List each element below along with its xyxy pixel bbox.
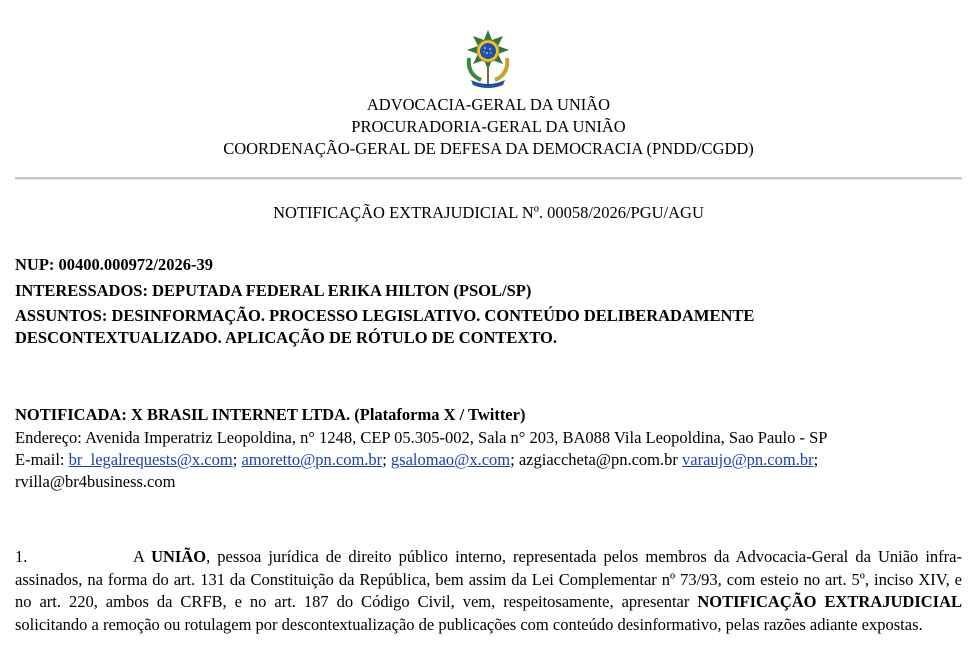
paragraph-notificacao-bold: NOTIFICAÇÃO EXTRAJUDICIAL [697, 592, 962, 611]
header-coordenacao-line: COORDENAÇÃO-GERAL DE DEFESA DA DEMOCRACIA (PNDD/CGDD) [223, 139, 754, 158]
notificada-emails [15, 449, 962, 471]
email-link-amoretto[interactable]: amoretto@pn.com.br [241, 450, 383, 469]
paragraph-uniao-bold: UNIÃO [151, 547, 207, 566]
email-link-varaujo[interactable]: varaujo@pn.com.br [682, 450, 814, 469]
paragraph-1 [15, 546, 962, 636]
header-divider [15, 177, 962, 180]
paragraph-text-1: , pessoa jurídica de direito público interno, representada pelos membros da Advocacia-Geral da União infra-assinados, na forma do art. 131 da Constituição da República, bem assim da Lei Complementar nº 73/93, com esteio no art. 5º, inciso XIV, e no art. 220, ambos da CRFB, e no art. 187 do Código Civil, vem, respeitosamente, apresentar [15, 547, 962, 611]
notification-title: NOTIFICAÇÃO EXTRAJUDICIAL Nº. 00058/2026/PGU/AGU [273, 203, 704, 222]
nup-line: NUP: 00400.000972/2026-39 [15, 255, 213, 274]
brazil-coat-of-arms-icon [457, 28, 519, 90]
header-agency-line: ADVOCACIA-GERAL DA UNIÃO [366, 95, 611, 114]
email-separator: ; [232, 450, 242, 469]
email-link-gsalomao[interactable]: gsalomao@x.com [390, 450, 511, 469]
paragraph-text-2: solicitando a remoção ou rotulagem por descontextualização de publicações com conteúdo desinformativo, pelas razões adiante expostas. [15, 614, 923, 634]
email-separator: ; [382, 450, 391, 469]
paragraph-number: 1. [15, 547, 28, 566]
email-separator: ; [510, 450, 519, 469]
email-label: E-mail: [15, 450, 69, 469]
assuntos-line-1: ASSUNTOS: DESINFORMAÇÃO. PROCESSO LEGISLATIVO. CONTEÚDO DELIBERADAMENTE [15, 306, 755, 325]
header-procuradoria-line: PROCURADORIA-GERAL DA UNIÃO [351, 117, 626, 136]
paragraph-text-a: A [133, 547, 152, 566]
email-text-rvilla: rvilla@br4business.com [15, 472, 176, 491]
notificada-address: Endereço: Avenida Imperatriz Leopoldina, n° 1248, CEP 05.305-002, Sala n° 203, BA088 Vila Leopoldina, Sao Paulo - SP [15, 428, 828, 447]
email-link-br-legalrequests[interactable]: br_legalrequests@x.com [68, 450, 233, 469]
assuntos-line-2: DESCONTEXTUALIZADO. APLICAÇÃO DE RÓTULO DE CONTEXTO. [15, 328, 557, 347]
notificada-title: NOTIFICADA: X BRASIL INTERNET LTDA. (Plataforma X / Twitter) [15, 405, 526, 424]
email-text-azgiaccheta: azgiaccheta@pn.com.br [518, 450, 678, 469]
interessados-line: INTERESSADOS: DEPUTADA FEDERAL ERIKA HILTON (PSOL/SP) [15, 281, 532, 300]
email-separator: ; [813, 450, 819, 469]
